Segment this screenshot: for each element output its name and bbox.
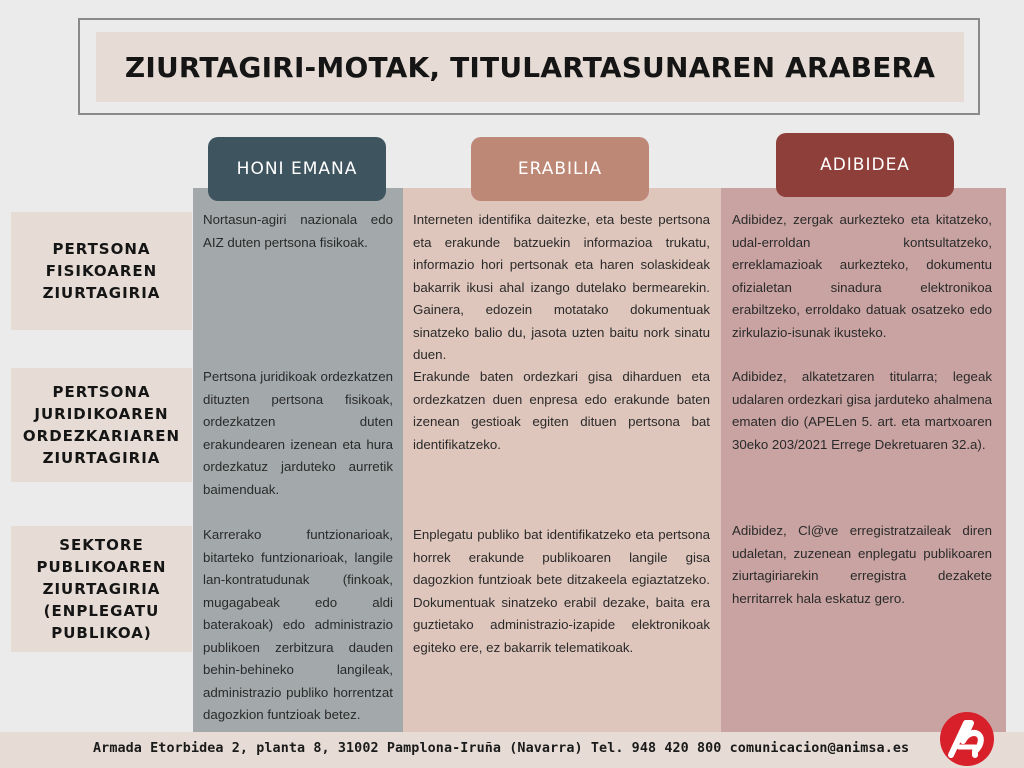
row-label-line: JURIDIKOAREN bbox=[34, 405, 169, 423]
row-label-pertsona-fisikoa bbox=[11, 212, 192, 330]
footer-contact: Armada Etorbidea 2, planta 8, 31002 Pamplona-Iruña (Navarra) Tel. 948 420 800 comunicacion@animsa.es bbox=[93, 741, 910, 756]
row-label-line: PERTSONA bbox=[52, 240, 151, 258]
page-title: ZIURTAGIRI-MOTAK, TITULARTASUNAREN ARABERA bbox=[124, 50, 936, 84]
title-frame bbox=[78, 18, 980, 115]
column-header-honi-emana: HONI EMANA bbox=[208, 137, 386, 201]
title-box bbox=[96, 32, 964, 102]
row-label-line: SEKTORE bbox=[59, 536, 144, 554]
cell-publikoa-honi-emana: Karrerako funtzionarioak, bitarteko funtzionarioak, langile lan-kontratudunak (finkoak, mugagabeak edo aldi baterakoak) edo administrazio publikoen zerbitzura dauden behin-behineko langileak, administrazio publiko horrentzat dagozkion funtzioak betez. bbox=[203, 527, 393, 722]
cell-juridikoa-honi-emana: Pertsona juridikoak ordezkatzen dituzten pertsona fisikoak, ordezkatzen duten erakundearen izenean eta hura ordezkatuz jarduteko aurretik baimenduak. bbox=[203, 369, 393, 497]
column-header-erabilia: ERABILIA bbox=[471, 137, 649, 201]
cell-publikoa-erabilia: Enplegatu publiko bat identifikatzeko eta pertsona horrek erakunde publikoaren langile gisa dagozkion funtzioak bete ditzakeela egiaztatzeko. Dokumentuak sinatzeko erabil dezake, baita era guztietako administrazio-izapide elektronikoak egiteko ere, ez bakarrik telematikoak. bbox=[413, 527, 710, 655]
row-label-line: PERTSONA bbox=[52, 383, 151, 401]
row-label-pertsona-juridikoa bbox=[11, 368, 192, 482]
row-label-line: (ENPLEGATU bbox=[43, 602, 160, 620]
cell-juridikoa-adibidea: Adibidez, alkatetzaren titularra; legeak udalaren ordezkari gisa jarduteko ahalmena ematen dio (APELen 5. art. eta martxoaren 30eko 203/2021 Errege Dekretuaren 32.a). bbox=[732, 369, 992, 452]
column-header-adibidea: ADIBIDEA bbox=[776, 133, 954, 197]
row-label-line: ZIURTAGIRIA bbox=[42, 284, 161, 302]
row-label-line: ORDEZKARIAREN bbox=[22, 427, 181, 445]
cell-juridikoa-erabilia: Erakunde baten ordezkari gisa diharduen eta ordezkatzen duen enpresa edo erakunde baten izenean gestioak egiten dituen pertsona bat identifikatzeko. bbox=[413, 369, 710, 452]
row-label-line: ZIURTAGIRIA bbox=[42, 449, 161, 467]
row-label-line: PUBLIKOAREN bbox=[36, 558, 167, 576]
cell-fisikoa-adibidea: Adibidez, zergak aurkezteko eta kitatzeko, udal-erroldan kontsultatzeko, erreklamazioak aurkezteko, dokumentu ofizialetan sinadura elektronikoa erabiltzeko, erroldako datuak osatzeko edo zirkulazio-isunak ikusteko. bbox=[732, 212, 992, 340]
row-label-sektore-publikoa bbox=[11, 526, 192, 652]
row-label-line: PUBLIKOA) bbox=[51, 624, 152, 642]
cell-fisikoa-honi-emana: Nortasun-agiri nazionala edo AIZ duten pertsona fisikoak. bbox=[203, 212, 393, 250]
row-label-line: FISIKOAREN bbox=[45, 262, 158, 280]
cell-fisikoa-erabilia: Interneten identifika daitezke, eta beste pertsona eta erakunde batzuekin informazioa trukatu, informazio hori pertsonak eta haren solaskideak bakarrik ikusi ahal izango dutelako bermearekin. Gainera, edozein motatako dokumentuak sinatzeko balio du, jasota uzten baitu nork sinatu duen. bbox=[413, 212, 710, 362]
animsa-logo-icon bbox=[939, 711, 995, 767]
row-label-line: ZIURTAGIRIA bbox=[42, 580, 161, 598]
cell-publikoa-adibidea: Adibidez, Cl@ve erregistratzaileak diren udaletan, zuzenean enplegatu publikoaren ziurtagiriarekin erregistra dezakete herritarrek hala eskatuz gero. bbox=[732, 523, 992, 606]
